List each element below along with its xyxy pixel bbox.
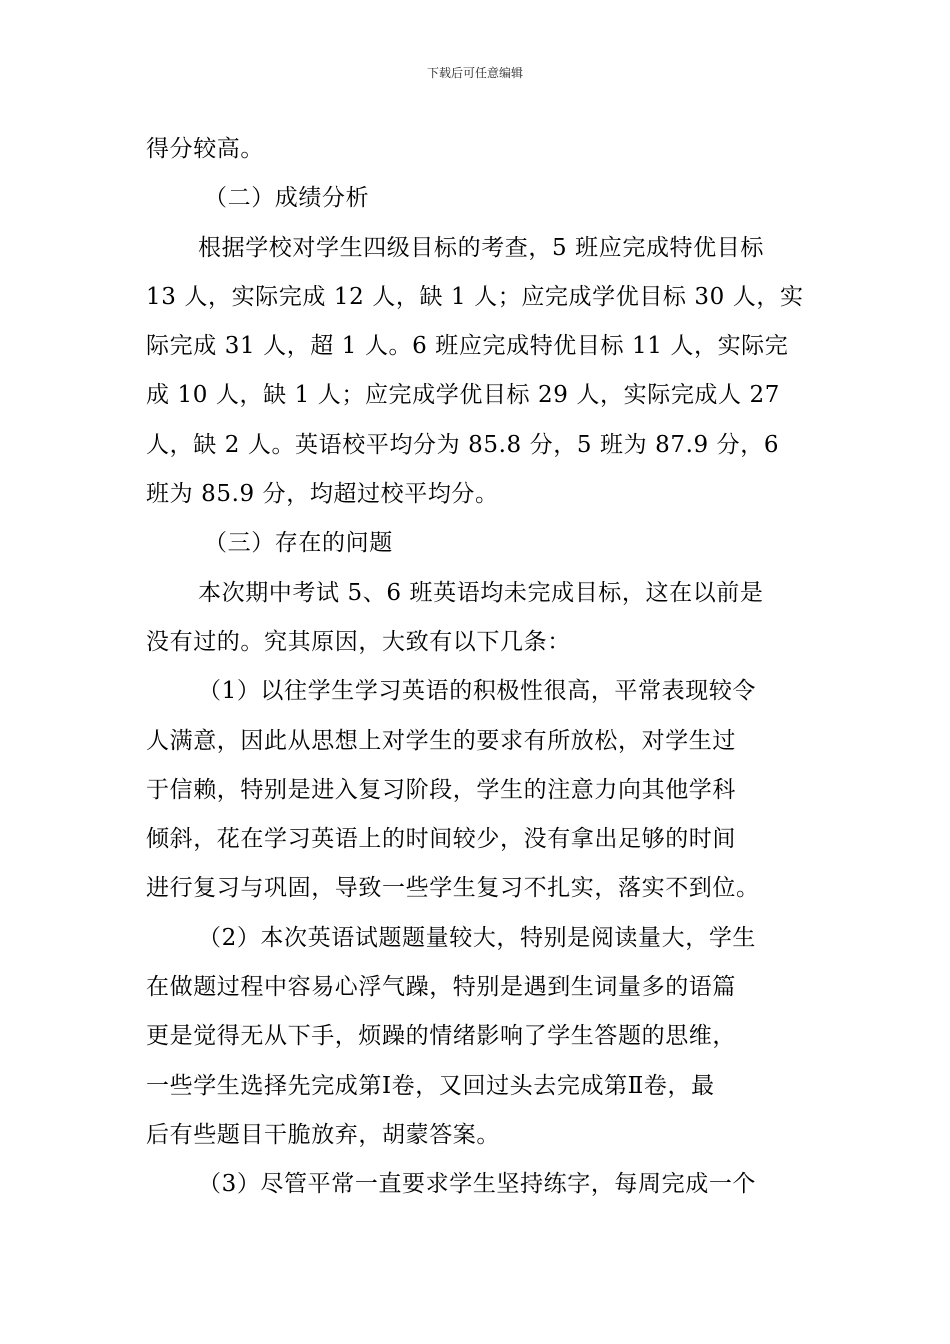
document-body [146,125,810,1210]
paragraph-line: （2）本次英语试题题量较大，特别是阅读量大，学生 [198,924,757,951]
page-header: 下载后可任意编辑 [426,66,523,80]
paragraph-line: 更是觉得无从下手，烦躁的情绪影响了学生答题的思维， [146,1023,736,1050]
paragraph-line: 际完成 31 人，超 1 人。6 班应完成特优目标 11 人，实际完 [146,333,789,360]
paragraph-line: （1）以往学生学习英语的积极性很高，平常表现较令 [198,678,757,705]
paragraph-line: 于信赖，特别是进入复习阶段，学生的注意力向其他学科 [146,776,736,803]
paragraph-line: 根据学校对学生四级目标的考查，5 班应完成特优目标 [198,234,764,261]
section-heading: （二）成绩分析 [204,185,370,212]
paragraph-line: 成 10 人，缺 1 人；应完成学优目标 29 人，实际完成人 27 [146,382,781,409]
paragraph-line: 后有些题目干脆放弃，胡蒙答案。 [146,1121,500,1148]
paragraph-line: 13 人，实际完成 12 人，缺 1 人；应完成学优目标 30 人，实 [146,283,804,310]
paragraph-line: 倾斜，花在学习英语上的时间较少，没有拿出足够的时间 [146,826,736,853]
paragraph-line: 人满意，因此从思想上对学生的要求有所放松，对学生过 [146,727,736,754]
paragraph-line: 在做题过程中容易心浮气躁，特别是遇到生词量多的语篇 [146,974,736,1001]
paragraph-line: 本次期中考试 5、6 班英语均未完成目标，这在以前是 [198,579,764,606]
section-heading: （三）存在的问题 [204,530,393,557]
paragraph-line: 没有过的。究其原因，大致有以下几条： [146,628,571,655]
paragraph-line: 得分较高。 [146,136,264,162]
paragraph-line: 进行复习与巩固，导致一些学生复习不扎实，落实不到位。 [146,875,760,902]
paragraph-line: 人，缺 2 人。英语校平均分为 85.8 分，5 班为 87.9 分，6 [146,431,780,458]
paragraph-line: 班为 85.9 分，均超过校平均分。 [146,481,499,508]
paragraph-line: （3）尽管平常一直要求学生坚持练字，每周完成一个 [198,1171,757,1198]
paragraph-line: 一些学生选择先完成第Ⅰ卷，又回过头去完成第Ⅱ卷，最 [146,1072,715,1099]
